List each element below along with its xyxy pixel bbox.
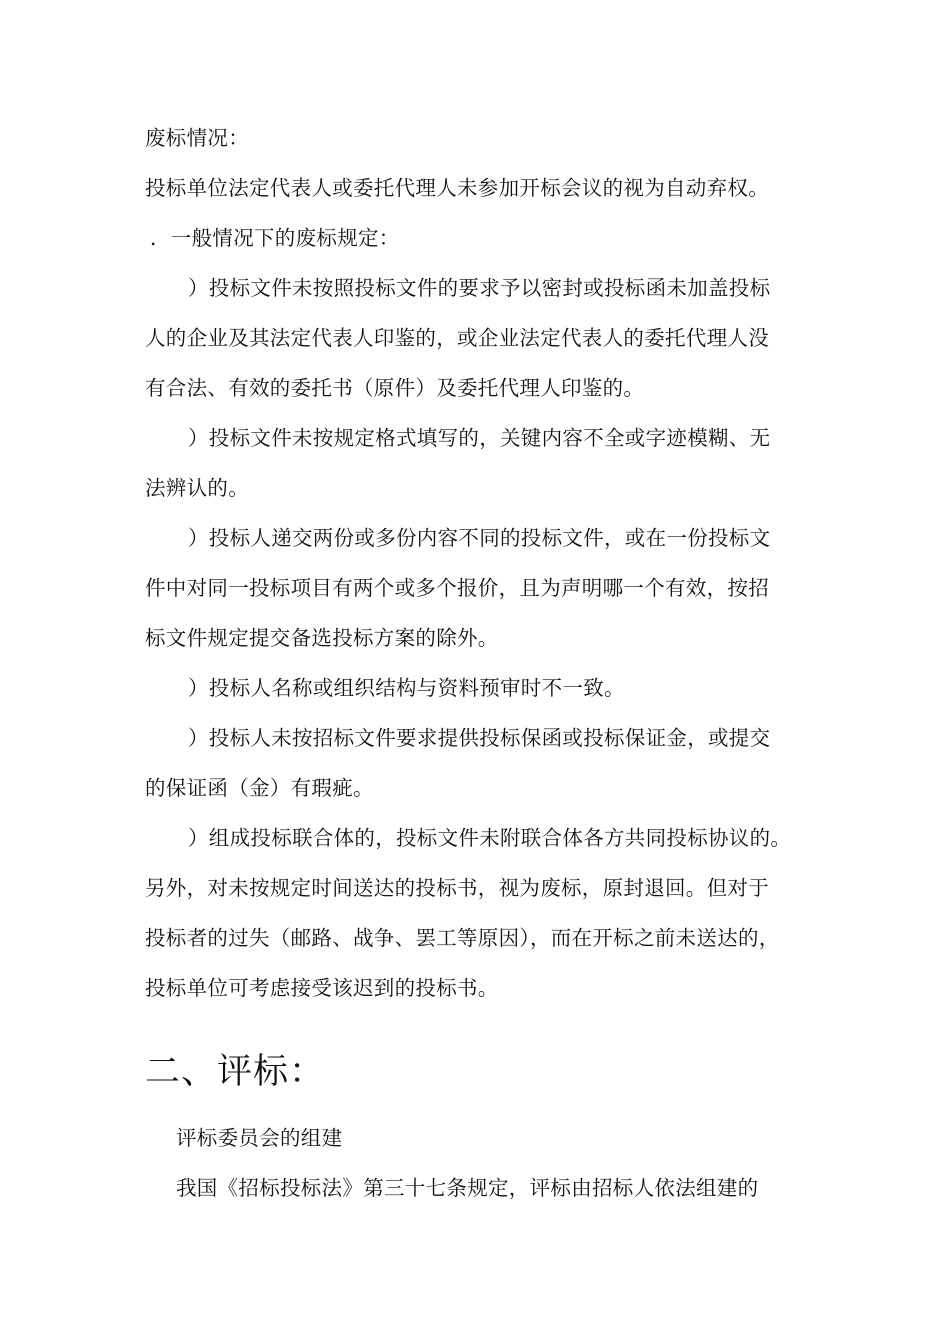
item-6-line-3: 投标者的过失（邮路、战争、罢工等原因），而在开标之前未送达的， [145,926,780,950]
item-3-line-3: 标文件规定提交备选投标方案的除外。 [145,626,499,650]
section-2-subheading: 评标委员会的组建 [176,1126,343,1150]
item-6-line-1: ）组成投标联合体的，投标文件未附联合体各方共同投标协议的。 [188,826,792,850]
section-2-paragraph: 我国《招标投标法》第三十七条规定，评标由招标人依法组建的 [176,1176,759,1200]
item-5-line-1: ）投标人未按招标文件要求提供投标保函或投标保证金，或提交 [188,726,771,750]
item-1-line-2: 人的企业及其法定代表人印鉴的，或企业法定代表人的委托代理人没 [145,326,769,350]
item-1-line-3: 有合法、有效的委托书（原件）及委托代理人印鉴的。 [145,376,645,400]
general-rule-heading: ．一般情况下的废标规定： [150,226,400,250]
item-2-line-1: ）投标文件未按规定格式填写的，关键内容不全或字迹模糊、无 [188,426,771,450]
item-5-line-2: 的保证函（金）有瑕疵。 [145,776,374,800]
item-4-line-1: ）投标人名称或组织结构与资料预审时不一致。 [188,676,625,700]
intro-paragraph: 投标单位法定代表人或委托代理人未参加开标会议的视为自动弃权。 [145,176,769,200]
item-3-line-1: ）投标人递交两份或多份内容不同的投标文件，或在一份投标文 [188,526,771,550]
item-6-line-4: 投标单位可考虑接受该迟到的投标书。 [145,976,499,1000]
item-6-line-2: 另外，对未按规定时间送达的投标书，视为废标，原封退回。但对于 [145,876,769,900]
section-2-heading: 二、评标： [145,1052,326,1092]
item-1-line-1: ）投标文件未按照投标文件的要求予以密封或投标函未加盖投标 [188,276,771,300]
item-3-line-2: 件中对同一投标项目有两个或多个报价，且为声明哪一个有效，按招 [145,576,769,600]
section-title: 废标情况： [145,126,249,150]
item-2-line-2: 法辨认的。 [145,476,249,500]
